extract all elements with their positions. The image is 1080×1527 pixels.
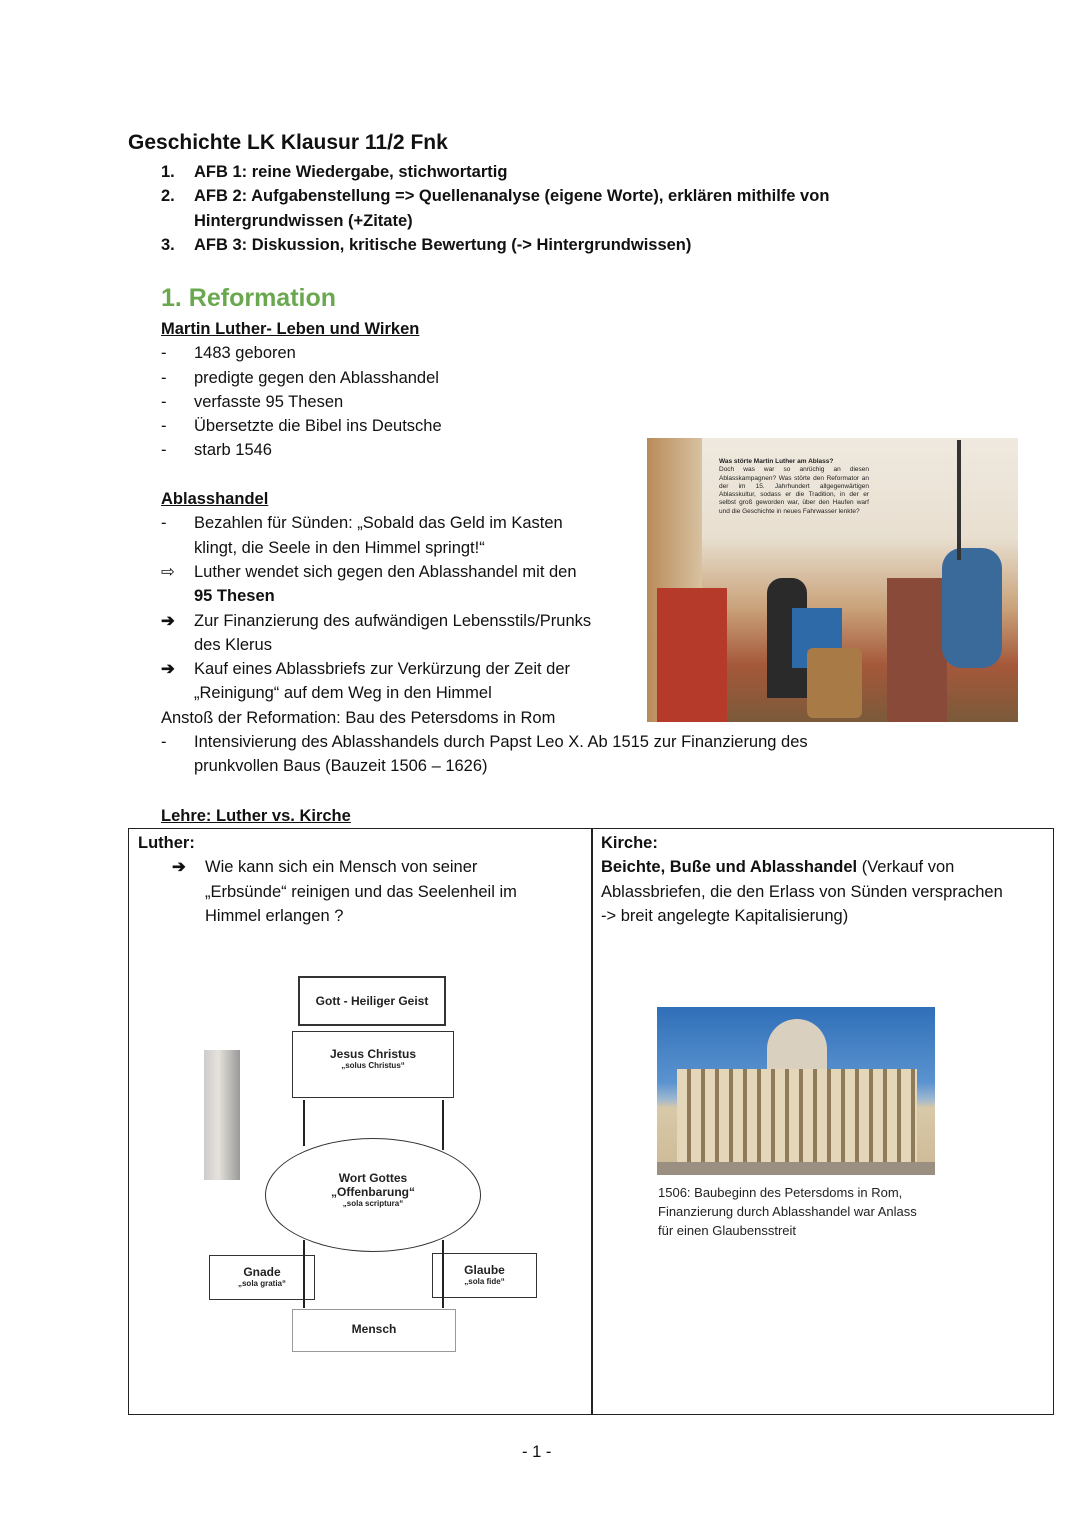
hollow-arrow-icon: ⇨ xyxy=(161,562,175,581)
diagram-box-mensch: Mensch xyxy=(292,1309,456,1352)
arrow-down xyxy=(303,1100,305,1146)
kirche-cell xyxy=(601,831,1003,928)
engraving-fragment-image xyxy=(204,1050,240,1180)
document-title: Geschichte LK Klausur 11/2 Fnk xyxy=(128,131,448,154)
diagram-ellipse-wort xyxy=(265,1138,481,1252)
list-text: AFB 1: reine Wiedergabe, stichwortartig xyxy=(194,163,508,181)
page-number: - 1 - xyxy=(522,1443,552,1461)
box-sublabel: „solus Christus“ xyxy=(341,1061,405,1070)
item-text: Übersetzte die Bibel ins Deutsche xyxy=(194,417,442,436)
list-item: - verfasste 95 Thesen xyxy=(161,390,808,414)
afb-item xyxy=(161,184,829,208)
column-heading: Luther: xyxy=(138,834,195,852)
diagram-box-gnade xyxy=(209,1255,315,1300)
box-sublabel: „sola fide“ xyxy=(464,1277,505,1286)
paragraph: Anstoß der Reformation: Bau des Petersdoms in Rom xyxy=(161,708,556,727)
image-caption-body: Doch was war so anrüchig an diesen Ablasskampagnen? Was störte den Reformator an der im 15. Jahrhundert allgegenwärtigen Ablasskultur, sodass er die Tradition, in der er selbst groß geworden war, über den Haufen warf und die Geschichte in neues Fahrwasser lenkte? xyxy=(719,466,869,515)
luther-cell xyxy=(138,831,517,928)
item-text: „Reinigung“ auf dem Weg in den Himmel xyxy=(194,684,492,703)
diagram-box-jesus xyxy=(292,1031,454,1098)
arrow-up xyxy=(442,1240,444,1308)
diagram-box-gott: Gott - Heiliger Geist xyxy=(298,976,446,1026)
list-item-cont xyxy=(161,754,808,778)
text: Ablassbriefen, die den Erlass von Sünden versprachen xyxy=(601,882,1003,901)
item-text: prunkvollen Baus (Bauzeit 1506 – 1626) xyxy=(194,757,488,776)
section-heading: 1. Reformation xyxy=(161,284,337,312)
bold-text: Beichte, Buße und Ablasshandel xyxy=(601,858,858,877)
indulgence-woodcut-image xyxy=(647,438,1018,722)
arrow-down xyxy=(303,1240,305,1308)
column-divider xyxy=(591,829,593,1414)
afb-list xyxy=(161,160,829,257)
subheading: Lehre: Luther vs. Kirche xyxy=(161,807,351,825)
list-item: - Bezahlen für Sünden: „Sobald das Geld im Kasten xyxy=(161,511,808,535)
caption-line: 1506: Baubeginn des Petersdoms in Rom, xyxy=(658,1185,903,1200)
arrow-icon: ➔ xyxy=(172,858,186,877)
text: -> breit angelegte Kapitalisierung) xyxy=(601,906,849,925)
arrow-icon: ➔ xyxy=(161,611,175,630)
list-text: Hintergrundwissen (+Zitate) xyxy=(194,211,413,230)
item-text: des Klerus xyxy=(194,635,272,654)
question-text: Himmel erlangen ? xyxy=(205,906,344,925)
list-item: - Intensivierung des Ablasshandels durch Papst Leo X. Ab 1515 zur Finanzierung des xyxy=(161,730,808,754)
box-label: Glaube xyxy=(464,1263,505,1277)
subheading: Martin Luther- Leben und Wirken xyxy=(161,320,420,338)
afb-item xyxy=(161,233,829,257)
list-number: 3. xyxy=(161,235,175,254)
item-text: Zur Finanzierung des aufwändigen Lebensstils/Prunks xyxy=(194,611,592,630)
caption-line: Finanzierung durch Ablasshandel war Anlass xyxy=(658,1204,917,1219)
item-text: predigte gegen den Ablasshandel xyxy=(194,368,439,387)
item-text: starb 1546 xyxy=(194,441,272,460)
item-text: Bezahlen für Sünden: „Sobald das Geld im Kasten xyxy=(194,514,563,533)
list-text: AFB 3: Diskussion, kritische Bewertung (-> Hintergrundwissen) xyxy=(194,235,692,254)
subheading: Ablasshandel xyxy=(161,490,269,509)
item-text: Luther wendet sich gegen den Ablasshandel mit den xyxy=(194,562,577,581)
list-number: 2. xyxy=(161,187,175,206)
item-text: Intensivierung des Ablasshandels durch Papst Leo X. Ab 1515 zur Finanzierung des xyxy=(194,733,808,752)
list-text: AFB 2: Aufgabenstellung => Quellenanalyse (eigene Worte), erklären mithilfe von xyxy=(194,187,830,206)
diagram-box-glaube xyxy=(432,1253,537,1298)
item-text: verfasste 95 Thesen xyxy=(194,392,344,411)
afb-item xyxy=(161,160,829,184)
list-item: - Übersetzte die Bibel ins Deutsche xyxy=(161,414,808,438)
box-label: Jesus Christus xyxy=(329,1047,417,1061)
question-text: „Erbsünde“ reinigen und das Seelenheil im xyxy=(205,882,517,901)
list-item: - predigte gegen den Ablasshandel xyxy=(161,366,808,390)
image-caption xyxy=(658,1183,917,1240)
item-text: 95 Thesen xyxy=(194,587,275,606)
image-caption-title: Was störte Martin Luther am Ablass? xyxy=(719,458,834,465)
column-heading: Kirche: xyxy=(601,834,658,852)
arrow-up xyxy=(442,1100,444,1150)
box-sublabel: „sola scriptura“ xyxy=(342,1199,404,1208)
st-peters-basilica-image xyxy=(657,1007,935,1175)
box-label: „Offenbarung“ xyxy=(331,1185,415,1199)
item-text: klingt, die Seele in den Himmel springt!“ xyxy=(194,538,485,557)
text: (Verkauf von xyxy=(857,858,955,877)
image-caption-text xyxy=(719,458,869,516)
list-number: 1. xyxy=(161,163,175,181)
list-item: - 1483 geboren xyxy=(161,341,808,365)
box-label: Wort Gottes xyxy=(338,1171,408,1185)
arrow-icon: ➔ xyxy=(161,660,175,679)
box-label: Gnade xyxy=(243,1265,281,1279)
question-text: Wie kann sich ein Mensch von seiner xyxy=(205,858,478,877)
caption-line: für einen Glaubensstreit xyxy=(658,1223,797,1238)
box-sublabel: „sola gratia“ xyxy=(237,1279,286,1288)
list-item: - starb 1546 xyxy=(161,438,808,462)
item-text: Kauf eines Ablassbriefs zur Verkürzung der Zeit der xyxy=(194,660,571,679)
item-text: 1483 geboren xyxy=(194,344,296,363)
afb-item-cont xyxy=(161,209,829,233)
